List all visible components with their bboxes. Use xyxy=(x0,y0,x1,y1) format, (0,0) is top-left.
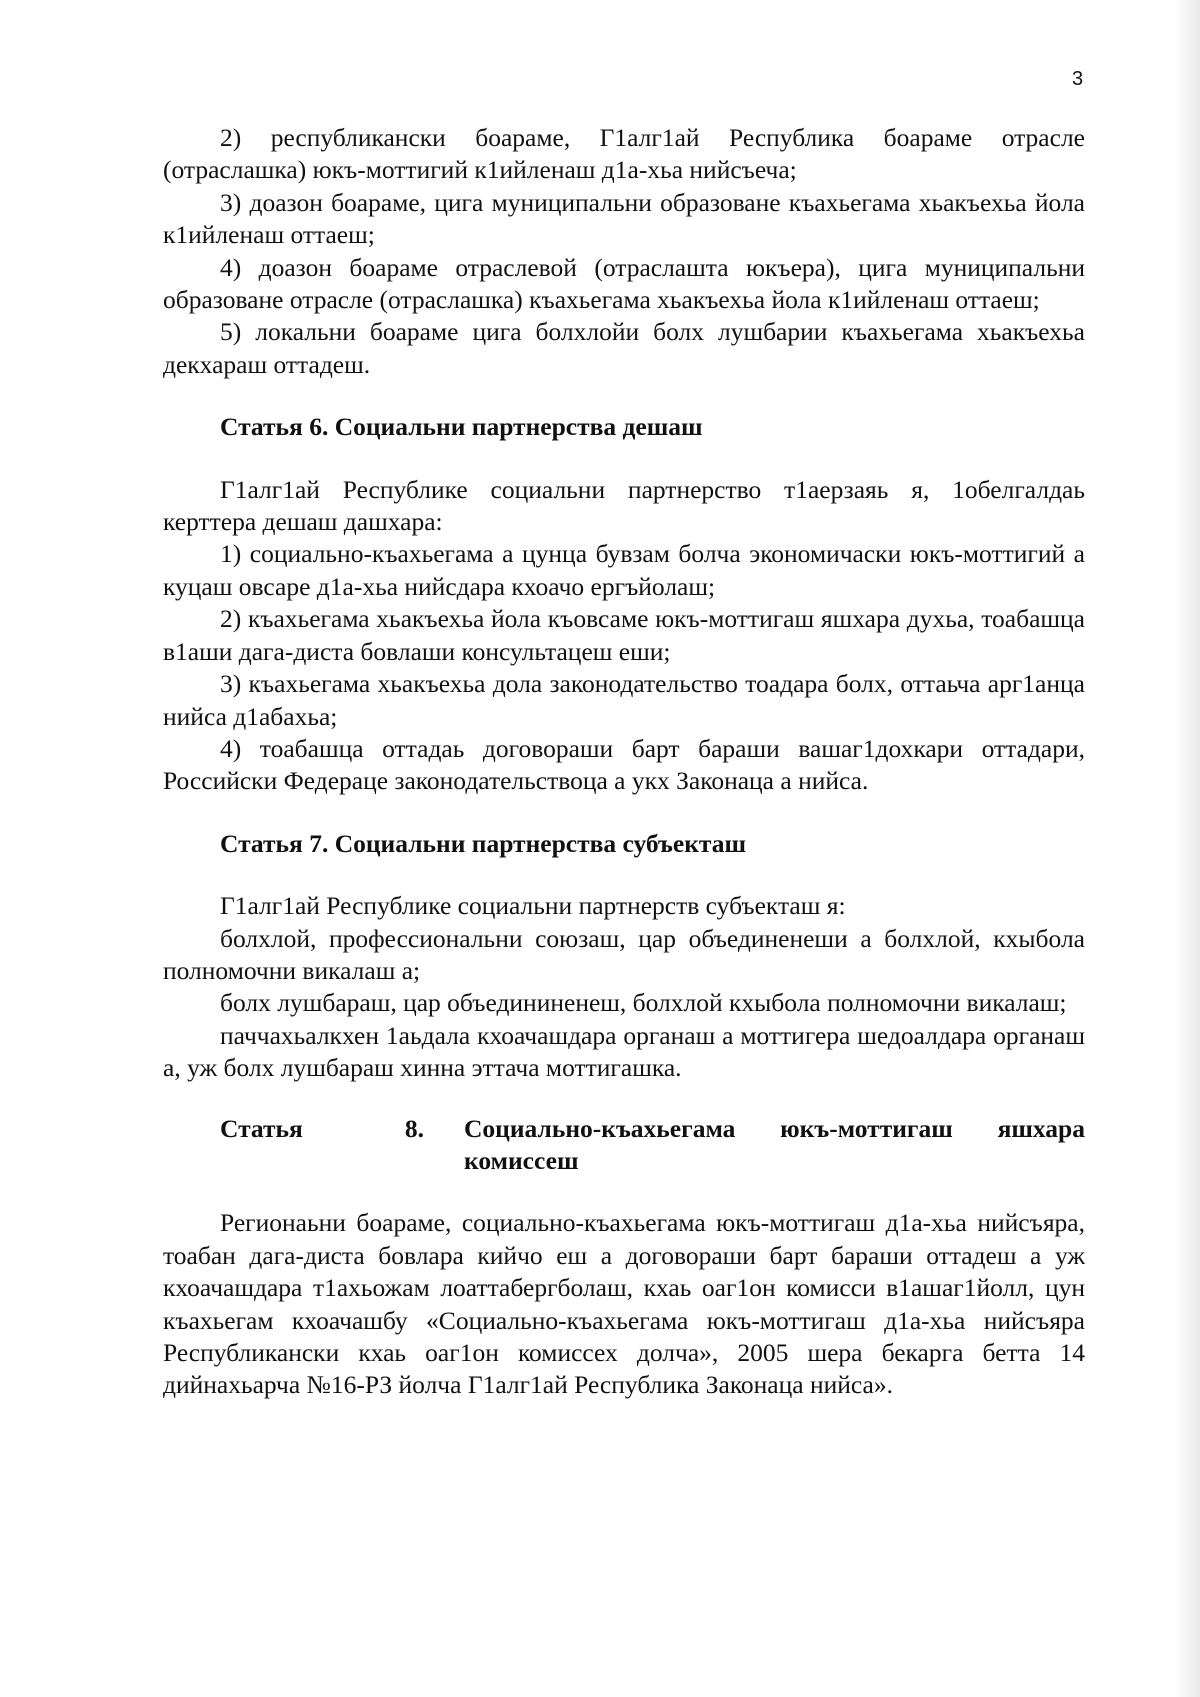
list-item: 4) тоабашца оттадаь договораши барт бараши вашаг1дохкари оттадари, Российски Федераце законодательствоца а укх Законаца а нийса. xyxy=(163,733,1085,796)
article-8-label-word: Статья xyxy=(220,1113,303,1143)
article-8-title-line-1: Социально-къахьегама юкъ-моттигаш яшхара xyxy=(464,1113,1085,1143)
article-8-heading xyxy=(163,1113,1085,1178)
document-body xyxy=(163,122,1085,1402)
page-number: 3 xyxy=(1072,68,1084,90)
list-item: 3) доазон боараме, цига муниципальни образоване къахьегама хьакъехьа йола к1ийленаш оттаеш; xyxy=(163,187,1085,250)
article-8-title-line-2: комиссеш xyxy=(464,1145,579,1175)
list-item: 5) локальни боараме цига болхлойи болх лушбарии къахьегама хьакъехьа декхараш оттадеш. xyxy=(163,317,1085,379)
article-7-intro: Г1алг1ай Республике социальни партнерств субъекташ я: xyxy=(220,891,846,921)
article-8-title xyxy=(424,1113,1085,1178)
article-7-heading: Статья 7. Социальни партнерства субъекташ xyxy=(220,828,747,858)
list-item: болхлой, профессиональни союзаш, цар объединенеши а болхлой, кхыбола полномочни викалаш а; xyxy=(163,923,1085,985)
list-item: болх лушбараш, цар объедининенеш, болхлой кхыбола полномочни викалаш; xyxy=(220,988,1067,1018)
list-item: 3) къахьегама хьакъехьа дола законодательство тоадара болх, оттаьча арг1анца нийса д1абахьа; xyxy=(163,669,1085,731)
article-6-intro: Г1алг1ай Республике социальни партнерство т1аерзаяь я, 1обелгалдаь керттера дешаш дашхара: xyxy=(163,474,1085,537)
list-item: 2) республикански боараме, Г1алг1ай Республика боараме отрасле (отраслашка) юкъ-моттигий к1ийленаш д1а-хьа нийсъеча; xyxy=(163,123,1085,185)
article-6-heading: Статья 6. Социальни партнерства дешаш xyxy=(220,412,703,442)
list-item: 4) доазон боараме отраслевой (отраслашта юкъера), цига муниципальни образоване отрасле (отраслашка) къахьегама хьакъехьа йола к1ийленаш оттаеш; xyxy=(163,252,1085,315)
article-8-label-number: 8. xyxy=(404,1113,424,1143)
list-item: паччахьалкхен 1аьдала кхоачашдара органаш а моттигера шедоалдара органаш а, уж болх лушбараш хинна эттача моттигашка. xyxy=(163,1020,1085,1083)
scan-edge-shadow xyxy=(1174,0,1200,1697)
article-8-label xyxy=(220,1113,424,1178)
article-8-body: Регионаьни боараме, социально-къахьегама юкъ-моттигаш д1а-хьа нийсъяра, тоабан дага-диста бовлара кийчо еш а договораши барт бараши оттадеш а уж кхоачашдара т1ахьожам лоаттабергболаш, кхаь оаг1он комисси в1ашаг1йолл, цун къахьегам кхоачашбу «Социально-къахьегама юкъ-моттигаш д1а-хьа нийсъяра Республикански кхаь оаг1он комиссех долча», 2005 шера бекарга бетта 14 дийнахьарча №16-РЗ йолча Г1алг1ай Республика Законаца нийса». xyxy=(163,1208,1085,1400)
list-item: 2) къахьегама хьакъехьа йола къовсаме юкъ-моттигаш яшхара духьа, тоабашца в1аши дага-диста бовлаши консультацеш еши; xyxy=(163,604,1085,666)
list-item: 1) социально-къахьегама а цунца бувзам болча экономичаски юкъ-моттигий а куцаш овсаре д1а-хьа нийсдара кхоачо ергъйолаш; xyxy=(163,539,1085,601)
